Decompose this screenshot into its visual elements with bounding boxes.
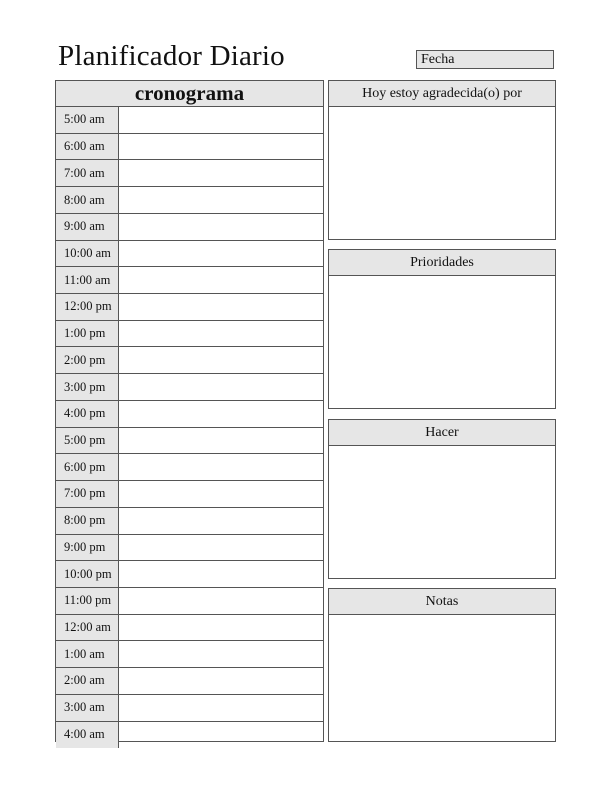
time-slot-entry[interactable] xyxy=(119,401,323,427)
time-label: 9:00 pm xyxy=(56,535,119,561)
time-row xyxy=(56,454,323,481)
time-row xyxy=(56,267,323,294)
todo-writing-area[interactable] xyxy=(329,446,555,578)
time-slot-entry[interactable] xyxy=(119,187,323,213)
time-label: 12:00 am xyxy=(56,615,119,641)
time-slot-entry[interactable] xyxy=(119,107,323,133)
time-row xyxy=(56,508,323,535)
time-slot-entry[interactable] xyxy=(119,428,323,454)
time-slot-entry[interactable] xyxy=(119,668,323,694)
time-label: 4:00 pm xyxy=(56,401,119,427)
time-row xyxy=(56,214,323,241)
gratitude-section xyxy=(328,80,556,240)
gratitude-writing-area[interactable] xyxy=(329,107,555,239)
time-slot-entry[interactable] xyxy=(119,535,323,561)
time-row xyxy=(56,187,323,214)
time-label: 1:00 pm xyxy=(56,321,119,347)
time-row xyxy=(56,160,323,187)
time-label: 3:00 am xyxy=(56,695,119,721)
time-slot-entry[interactable] xyxy=(119,374,323,400)
time-slot-entry[interactable] xyxy=(119,722,323,749)
time-slot-entry[interactable] xyxy=(119,454,323,480)
time-slot-entry[interactable] xyxy=(119,615,323,641)
date-field[interactable]: Fecha xyxy=(416,50,554,69)
time-row xyxy=(56,668,323,695)
time-label: 10:00 am xyxy=(56,241,119,267)
time-slot-entry[interactable] xyxy=(119,160,323,186)
priorities-section xyxy=(328,249,556,409)
todo-section xyxy=(328,419,556,579)
time-slot-entry[interactable] xyxy=(119,561,323,587)
time-slot-entry[interactable] xyxy=(119,294,323,320)
time-label: 2:00 pm xyxy=(56,347,119,373)
page-title: Planificador Diario xyxy=(58,40,285,72)
time-label: 7:00 pm xyxy=(56,481,119,507)
time-slot-entry[interactable] xyxy=(119,321,323,347)
time-row xyxy=(56,615,323,642)
time-slot-entry[interactable] xyxy=(119,508,323,534)
time-label: 8:00 pm xyxy=(56,508,119,534)
time-row xyxy=(56,561,323,588)
time-row xyxy=(56,588,323,615)
time-row xyxy=(56,722,323,749)
time-slot-entry[interactable] xyxy=(119,241,323,267)
time-row xyxy=(56,695,323,722)
time-row xyxy=(56,347,323,374)
time-row xyxy=(56,321,323,348)
time-row xyxy=(56,401,323,428)
time-row xyxy=(56,428,323,455)
time-label: 10:00 pm xyxy=(56,561,119,587)
time-slot-entry[interactable] xyxy=(119,695,323,721)
time-label: 9:00 am xyxy=(56,214,119,240)
time-label: 6:00 am xyxy=(56,134,119,160)
time-row xyxy=(56,134,323,161)
notes-section xyxy=(328,588,556,742)
time-row xyxy=(56,481,323,508)
time-slot-entry[interactable] xyxy=(119,588,323,614)
notes-writing-area[interactable] xyxy=(329,615,555,741)
time-row xyxy=(56,294,323,321)
time-label: 1:00 am xyxy=(56,641,119,667)
time-slot-entry[interactable] xyxy=(119,347,323,373)
time-rows xyxy=(56,107,323,748)
time-row xyxy=(56,241,323,268)
priorities-header: Prioridades xyxy=(329,250,555,276)
schedule-table xyxy=(55,80,324,742)
time-label: 5:00 pm xyxy=(56,428,119,454)
time-label: 2:00 am xyxy=(56,668,119,694)
time-slot-entry[interactable] xyxy=(119,641,323,667)
time-slot-entry[interactable] xyxy=(119,134,323,160)
time-label: 11:00 am xyxy=(56,267,119,293)
time-label: 5:00 am xyxy=(56,107,119,133)
time-slot-entry[interactable] xyxy=(119,267,323,293)
time-label: 3:00 pm xyxy=(56,374,119,400)
time-row xyxy=(56,374,323,401)
gratitude-header: Hoy estoy agradecida(o) por xyxy=(329,81,555,107)
notes-header: Notas xyxy=(329,589,555,615)
time-label: 8:00 am xyxy=(56,187,119,213)
time-label: 7:00 am xyxy=(56,160,119,186)
time-label: 12:00 pm xyxy=(56,294,119,320)
time-row xyxy=(56,535,323,562)
schedule-title: cronograma xyxy=(56,81,323,107)
todo-header: Hacer xyxy=(329,420,555,446)
time-label: 11:00 pm xyxy=(56,588,119,614)
time-label: 4:00 am xyxy=(56,722,119,749)
priorities-writing-area[interactable] xyxy=(329,276,555,408)
time-slot-entry[interactable] xyxy=(119,481,323,507)
time-slot-entry[interactable] xyxy=(119,214,323,240)
time-row xyxy=(56,641,323,668)
time-label: 6:00 pm xyxy=(56,454,119,480)
time-row xyxy=(56,107,323,134)
